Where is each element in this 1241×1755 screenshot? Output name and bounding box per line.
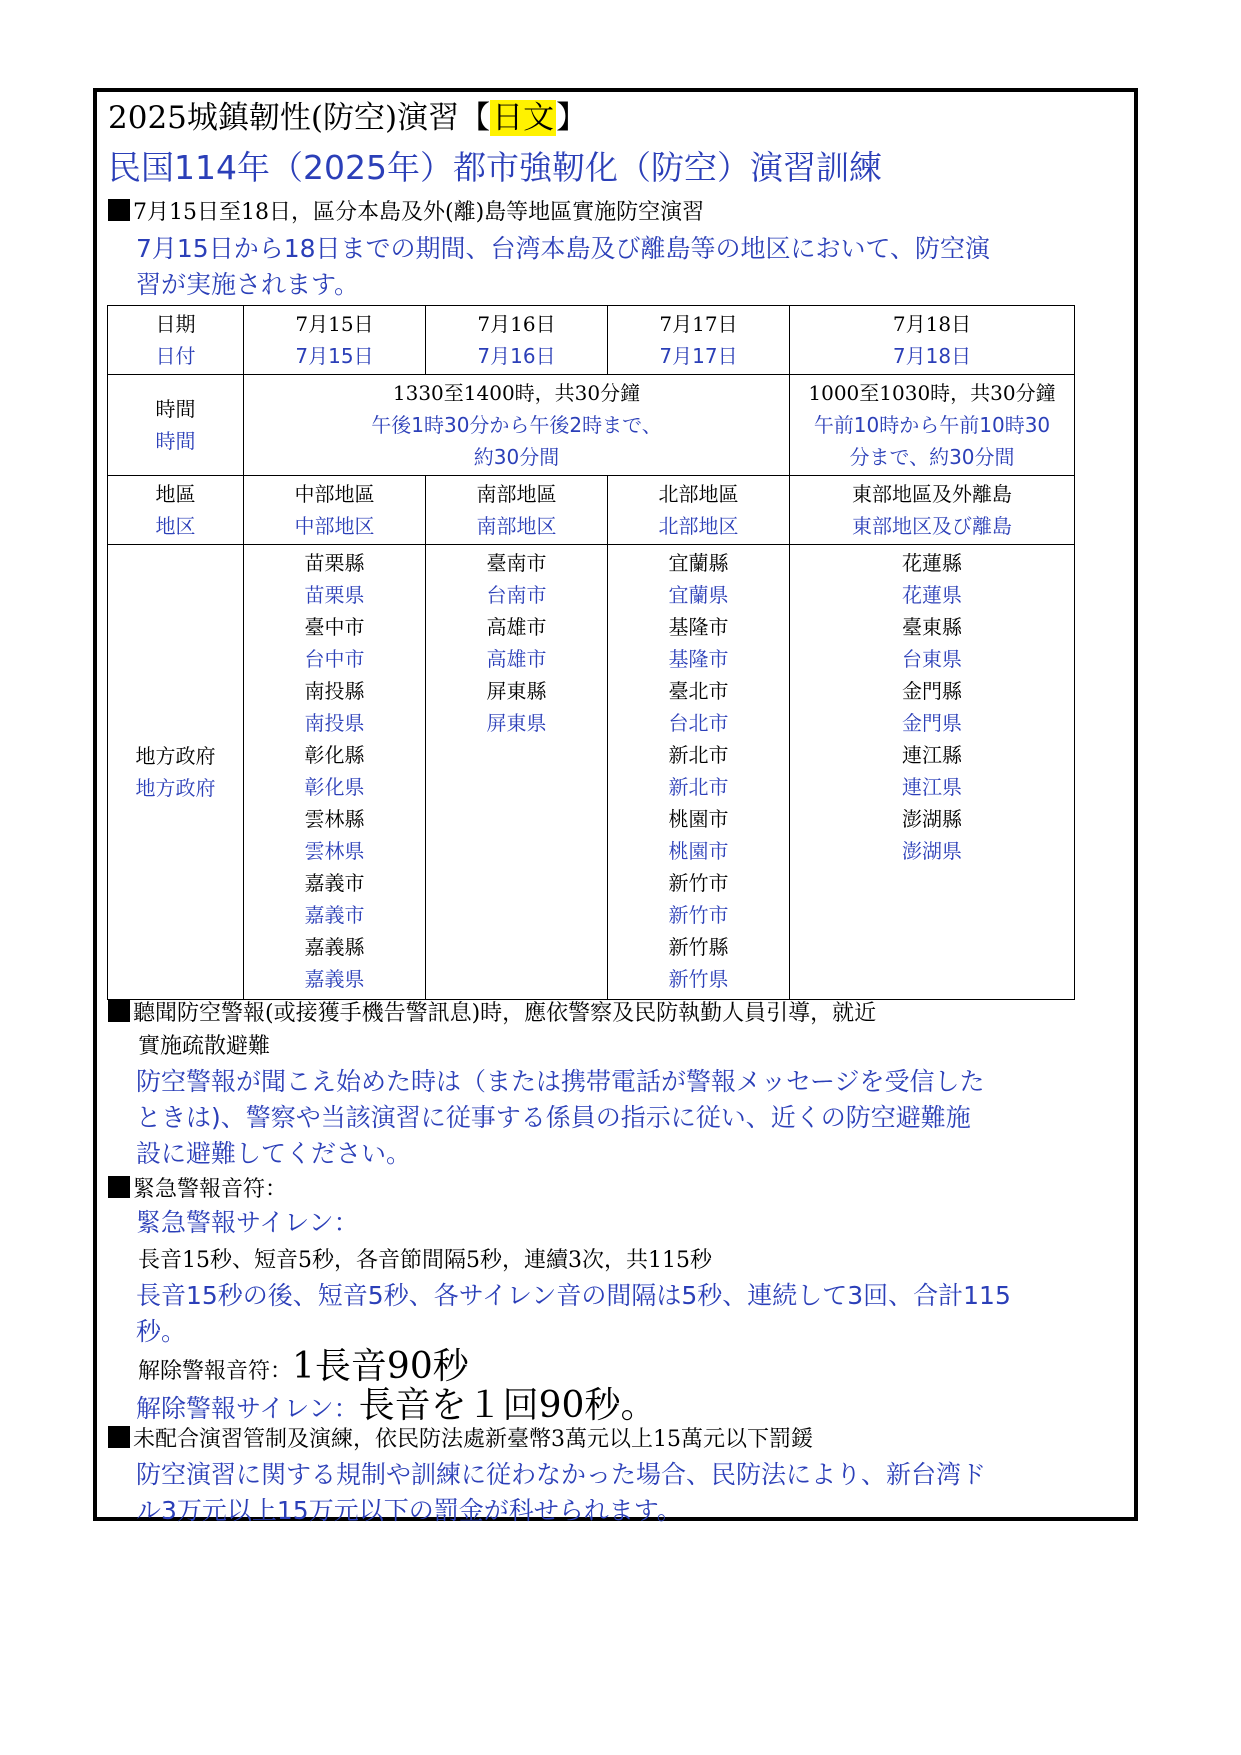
gov-cell-south: 臺南市 台南市 高雄市 高雄市 屏東縣 屏東県 (426, 545, 608, 1000)
title-zh-suffix: 】 (556, 100, 588, 136)
penalty-ja-line1: 防空演習に関する規制や訓練に従わなかった場合、民防法により、新台湾ド (136, 1460, 987, 1489)
siren-detail-ja-line1: 長音15秒の後、短音5秒、各サイレン音の間隔は5秒、連続して3回、合計115 (136, 1281, 1011, 1310)
title-zh (108, 96, 587, 140)
intro-zh (108, 197, 704, 229)
gov-cell-east: 花蓮縣 花蓮県 臺東縣 台東県 金門縣 金門県 連江縣 連江県 澎湖縣 澎湖県 (790, 545, 1075, 1000)
region-label-cell: 地區 地区 (108, 476, 244, 545)
gov-cell-central: 苗栗縣 苗栗県 臺中市 台中市 南投縣 南投県 彰化縣 彰化県 雲林縣 雲林県 嘉義市 嘉義市 嘉義縣 嘉義県 (244, 545, 426, 1000)
table-row-date (108, 306, 1075, 375)
evacuation-ja-line3: 設に避難してください。 (136, 1139, 412, 1168)
time-main-cell: 1330至1400時，共30分鐘 午後1時30分から午後2時まで、 約30分間 (244, 375, 790, 476)
siren-heading-ja: 緊急警報サイレン： (136, 1208, 359, 1237)
bullet-square-icon (108, 1176, 130, 1198)
time-last-cell: 1000至1030時，共30分鐘 午前10時から午前10時30 分まで、約30分間 (790, 375, 1075, 476)
gov-label-cell: 地方政府 地方政府 (108, 545, 244, 1000)
region-cell: 中部地區 中部地区 (244, 476, 426, 545)
siren-detail-ja-line2: 秒。 (136, 1317, 187, 1346)
title-ja: 民国114年（2025年）都市強靭化（防空）演習訓練 (108, 148, 882, 187)
region-cell: 南部地區 南部地区 (426, 476, 608, 545)
date-cell: 7月16日 7月16日 (426, 306, 608, 375)
evacuation-ja-line2: ときは)、警察や当該演習に従事する係員の指示に従い、近くの防空避難施 (136, 1103, 971, 1132)
schedule-table (107, 305, 1075, 1000)
intro-ja-line2: 習が実施されます。 (136, 270, 360, 299)
date-cell: 7月17日 7月17日 (608, 306, 790, 375)
release-value-ja: 長音を１回90秒。 (358, 1385, 657, 1426)
release-label-ja: 解除警報サイレン： (136, 1394, 359, 1423)
region-cell: 東部地區及外離島 東部地区及び離島 (790, 476, 1075, 545)
table-row-government (108, 545, 1075, 1000)
siren-heading-zh-text: 緊急警報音符： (133, 1177, 288, 1202)
date-label-cell: 日期 日付 (108, 306, 244, 375)
title-zh-prefix: 2025城鎮韌性(防空)演習【 (108, 100, 491, 136)
date-cell: 7月18日 7月18日 (790, 306, 1075, 375)
date-cell: 7月15日 7月15日 (244, 306, 426, 375)
time-label-cell: 時間 時間 (108, 375, 244, 476)
penalty-zh-text: 未配合演習管制及演練，依民防法處新臺幣3萬元以上15萬元以下罰鍰 (133, 1427, 813, 1452)
intro-zh-text: 7月15日至18日，區分本島及外(離)島等地區實施防空演習 (133, 200, 705, 225)
siren-heading-zh (108, 1174, 287, 1206)
release-value-zh: 1長音90秒 (292, 1346, 469, 1387)
evacuation-zh-line1 (108, 998, 876, 1030)
evacuation-ja-line1: 防空警報が聞こえ始めた時は（または携帯電話が警報メッセージを受信した (136, 1067, 985, 1096)
bullet-square-icon (108, 199, 130, 221)
table-row-region (108, 476, 1075, 545)
siren-detail-zh: 長音15秒、短音5秒，各音節間隔5秒，連續3次，共115秒 (138, 1248, 712, 1273)
bullet-square-icon (108, 1426, 130, 1448)
intro-ja-line1: 7月15日から18日までの期間、台湾本島及び離島等の地区において、防空演 (136, 234, 991, 263)
evacuation-zh-text: 聽聞防空警報(或接獲手機告警訊息)時，應依警察及民防執勤人員引導，就近 (133, 1001, 877, 1026)
release-label-zh: 解除警報音符： (138, 1359, 293, 1384)
table-row-time (108, 375, 1075, 476)
gov-cell-north: 宜蘭縣 宜蘭県 基隆市 基隆市 臺北市 台北市 新北市 新北市 桃園市 桃園市 新竹市 新竹市 新竹縣 新竹県 (608, 545, 790, 1000)
penalty-zh (108, 1424, 813, 1456)
bullet-square-icon (108, 1000, 130, 1022)
region-cell: 北部地區 北部地区 (608, 476, 790, 545)
language-highlight: 日文 (492, 100, 555, 136)
penalty-ja-line2: ル3万元以上15万元以下の罰金が科せられます。 (136, 1496, 682, 1525)
evacuation-zh-line2: 實施疏散避難 (138, 1034, 271, 1059)
